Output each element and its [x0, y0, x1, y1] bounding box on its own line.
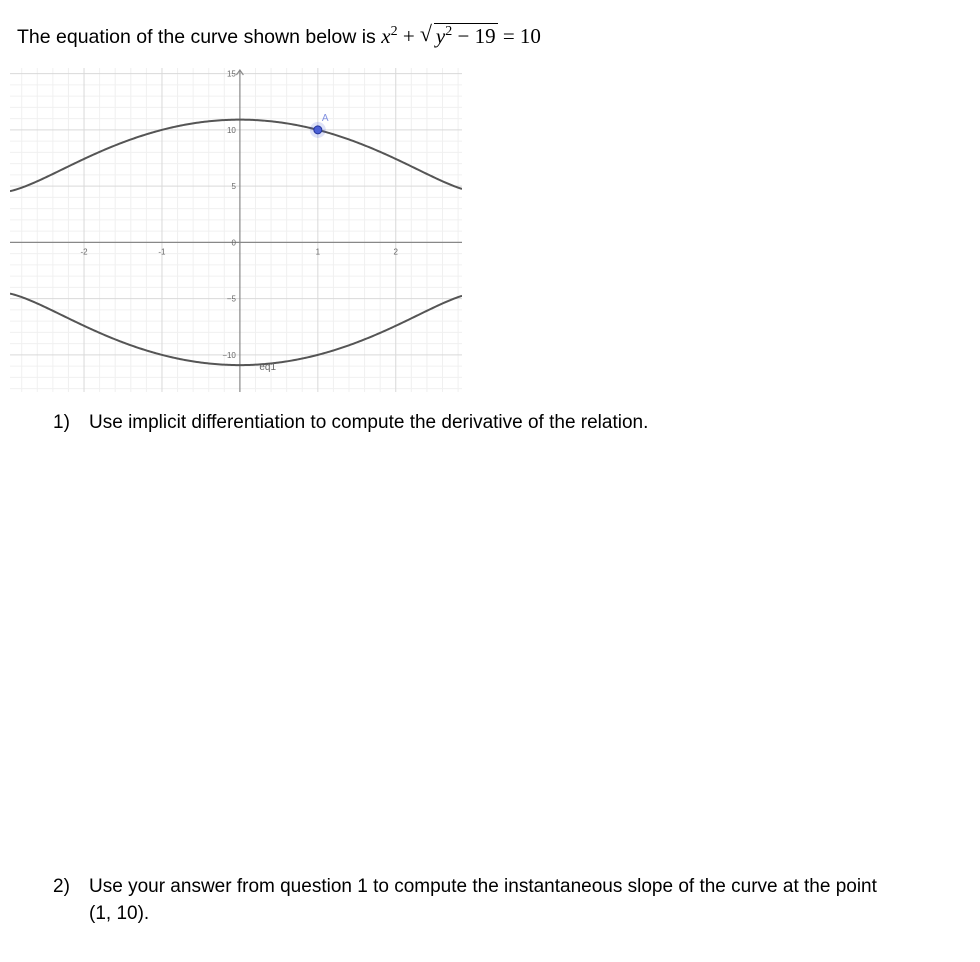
y-tick-label: 5 [231, 182, 236, 192]
question-2-line-2: (1, 10). [89, 903, 150, 924]
eq-sqrt: √ $y^2 - 19$ [419, 21, 496, 48]
question-1-number: 1) [53, 412, 70, 433]
problem-statement [17, 21, 541, 49]
curve-lower-branch [10, 294, 462, 366]
y-tick-label: −5 [226, 294, 236, 304]
eq-equals: = [502, 24, 515, 48]
question-2-number: 2) [53, 876, 70, 897]
point-a-label: A [321, 112, 329, 124]
y-tick-label: 10 [226, 125, 236, 135]
eq-x: x [381, 24, 391, 48]
y-tick-label: 15 [226, 69, 236, 79]
question-2-text [89, 873, 877, 927]
x-tick-label: 2 [393, 247, 398, 257]
x-tick-label: 1 [315, 247, 321, 257]
eq-y-exp: 2 [445, 24, 453, 39]
equation [381, 21, 541, 48]
x-tick-label: -2 [80, 247, 88, 257]
curve-upper-branch [10, 120, 462, 192]
question-2-line-1: Use your answer from question 1 to compute the instantaneous slope of the curve at the point [89, 876, 877, 897]
curve-label-eq1: eq1 [259, 362, 277, 374]
eq-minus: − [457, 24, 470, 48]
eq-x-exp: 2 [390, 24, 398, 39]
eq-const: 19 [474, 24, 496, 48]
y-tick-label: 0 [231, 238, 236, 248]
eq-plus: + [402, 24, 415, 48]
y-tick-label: −10 [222, 350, 236, 360]
curve-graph [10, 68, 462, 392]
intro-text: The equation of the curve shown below is [17, 26, 376, 48]
question-1-text: Use implicit differentiation to compute the derivative of the relation. [89, 412, 649, 433]
point-a-marker [314, 126, 322, 134]
eq-y: y [435, 24, 446, 48]
x-tick-label: -1 [158, 247, 166, 257]
eq-rhs: 10 [519, 24, 541, 48]
